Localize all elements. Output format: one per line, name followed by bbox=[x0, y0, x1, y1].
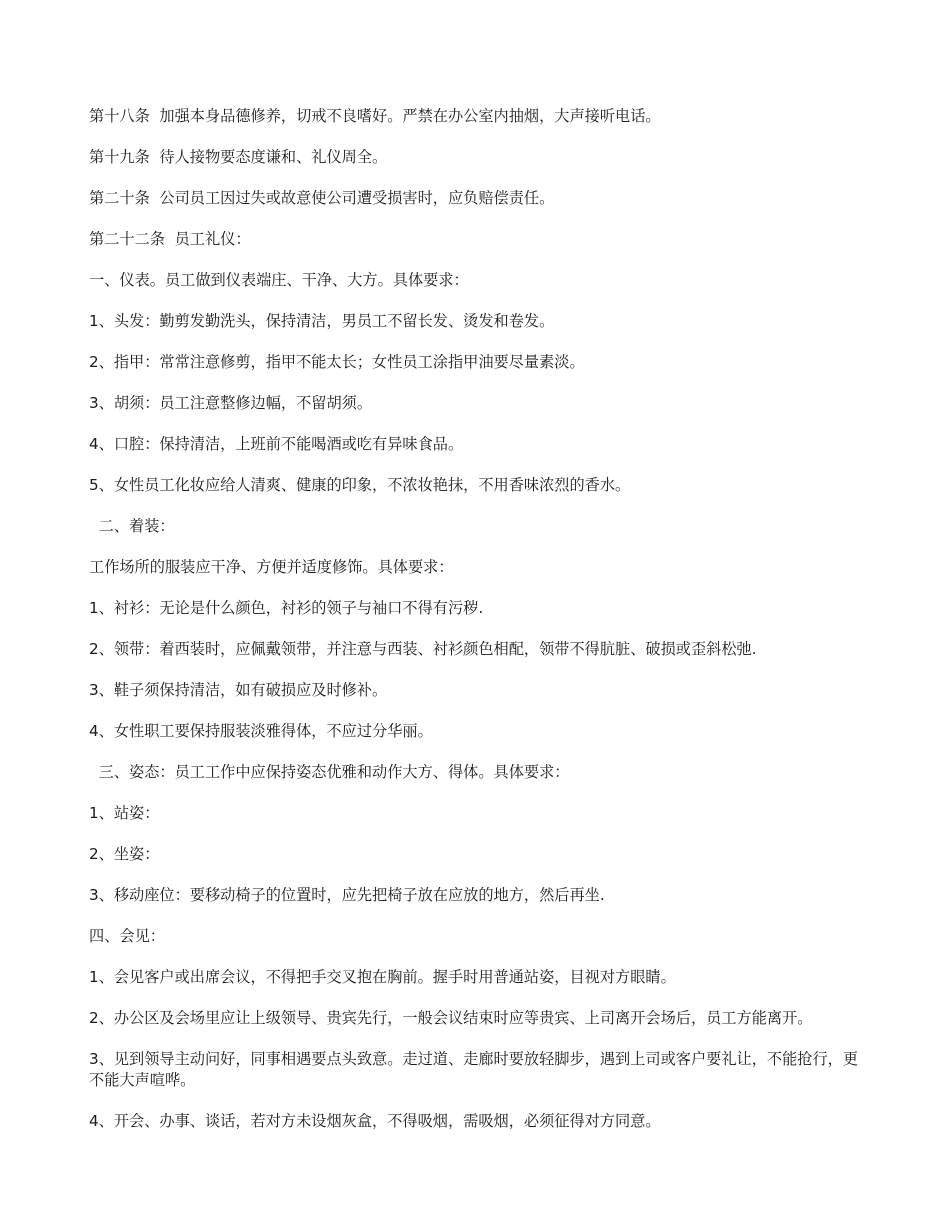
article-19: 第十九条 待人接物要态度谦和、礼仪周全。 bbox=[89, 148, 388, 166]
section-appearance-heading: 一、仪表。员工做到仪表端庄、干净、大方。具体要求： bbox=[89, 271, 469, 289]
appearance-item-makeup: 5、女性员工化妆应给人清爽、健康的印象，不浓妆艳抹，不用香味浓烈的香水。 bbox=[89, 476, 631, 494]
article-20: 第二十条 公司员工因过失或故意使公司遭受损害时，应负赔偿责任。 bbox=[89, 189, 555, 207]
article-18: 第十八条 加强本身品德修养，切戒不良嗜好。严禁在办公室内抽烟，大声接听电话。 bbox=[89, 107, 661, 125]
attire-item-female: 4、女性职工要保持服装淡雅得体，不应过分华丽。 bbox=[89, 722, 433, 740]
attire-item-tie: 2、领带：着西装时，应佩戴领带，并注意与西装、衬衫颜色相配，领带不得肮脏、破损或歪斜松弛. bbox=[89, 640, 757, 658]
meeting-item-4: 4、开会、办事、谈话，若对方未设烟灰盒，不得吸烟，需吸烟，必须征得对方同意。 bbox=[89, 1112, 661, 1130]
section-attire-heading: 二、着装： bbox=[89, 517, 175, 535]
article-22-heading: 第二十二条 员工礼仪： bbox=[89, 230, 251, 248]
appearance-item-hair: 1、头发：勤剪发勤洗头，保持清洁，男员工不留长发、烫发和卷发。 bbox=[89, 312, 555, 330]
section-posture-heading: 三、姿态：员工工作中应保持姿态优雅和动作大方、得体。具体要求： bbox=[89, 763, 570, 781]
appearance-item-nails: 2、指甲：常常注意修剪，指甲不能太长；女性员工涂指甲油要尽量素淡。 bbox=[89, 353, 585, 371]
posture-item-moving-seat: 3、移动座位：要移动椅子的位置时，应先把椅子放在应放的地方，然后再坐. bbox=[89, 886, 605, 904]
appearance-item-beard: 3、胡须：员工注意整修边幅，不留胡须。 bbox=[89, 394, 373, 412]
attire-item-shoes: 3、鞋子须保持清洁，如有破损应及时修补。 bbox=[89, 681, 388, 699]
section-meeting-heading: 四、会见： bbox=[89, 927, 165, 945]
posture-item-standing: 1、站姿： bbox=[89, 804, 160, 822]
posture-item-sitting: 2、坐姿： bbox=[89, 845, 160, 863]
attire-item-shirt: 1、衬衫：无论是什么颜色，衬衫的领子与袖口不得有污秽. bbox=[89, 599, 484, 617]
meeting-item-2: 2、办公区及会场里应让上级领导、贵宾先行，一般会议结束时应等贵宾、上司离开会场后，员工方能离开。 bbox=[89, 1009, 813, 1027]
meeting-item-3: 3、见到领导主动问好，同事相遇要点头致意。走过道、走廊时要放轻脚步，遇到上司或客户要礼让，不能抢行，更不能大声喧哗。 bbox=[89, 1050, 859, 1089]
appearance-item-mouth: 4、口腔：保持清洁，上班前不能喝酒或吃有异味食品。 bbox=[89, 435, 464, 453]
meeting-item-1: 1、会见客户或出席会议，不得把手交叉抱在胸前。握手时用普通站姿，目视对方眼睛。 bbox=[89, 968, 676, 986]
attire-intro: 工作场所的服装应干净、方便并适度修饰。具体要求： bbox=[89, 558, 454, 576]
document-body bbox=[89, 106, 864, 1152]
